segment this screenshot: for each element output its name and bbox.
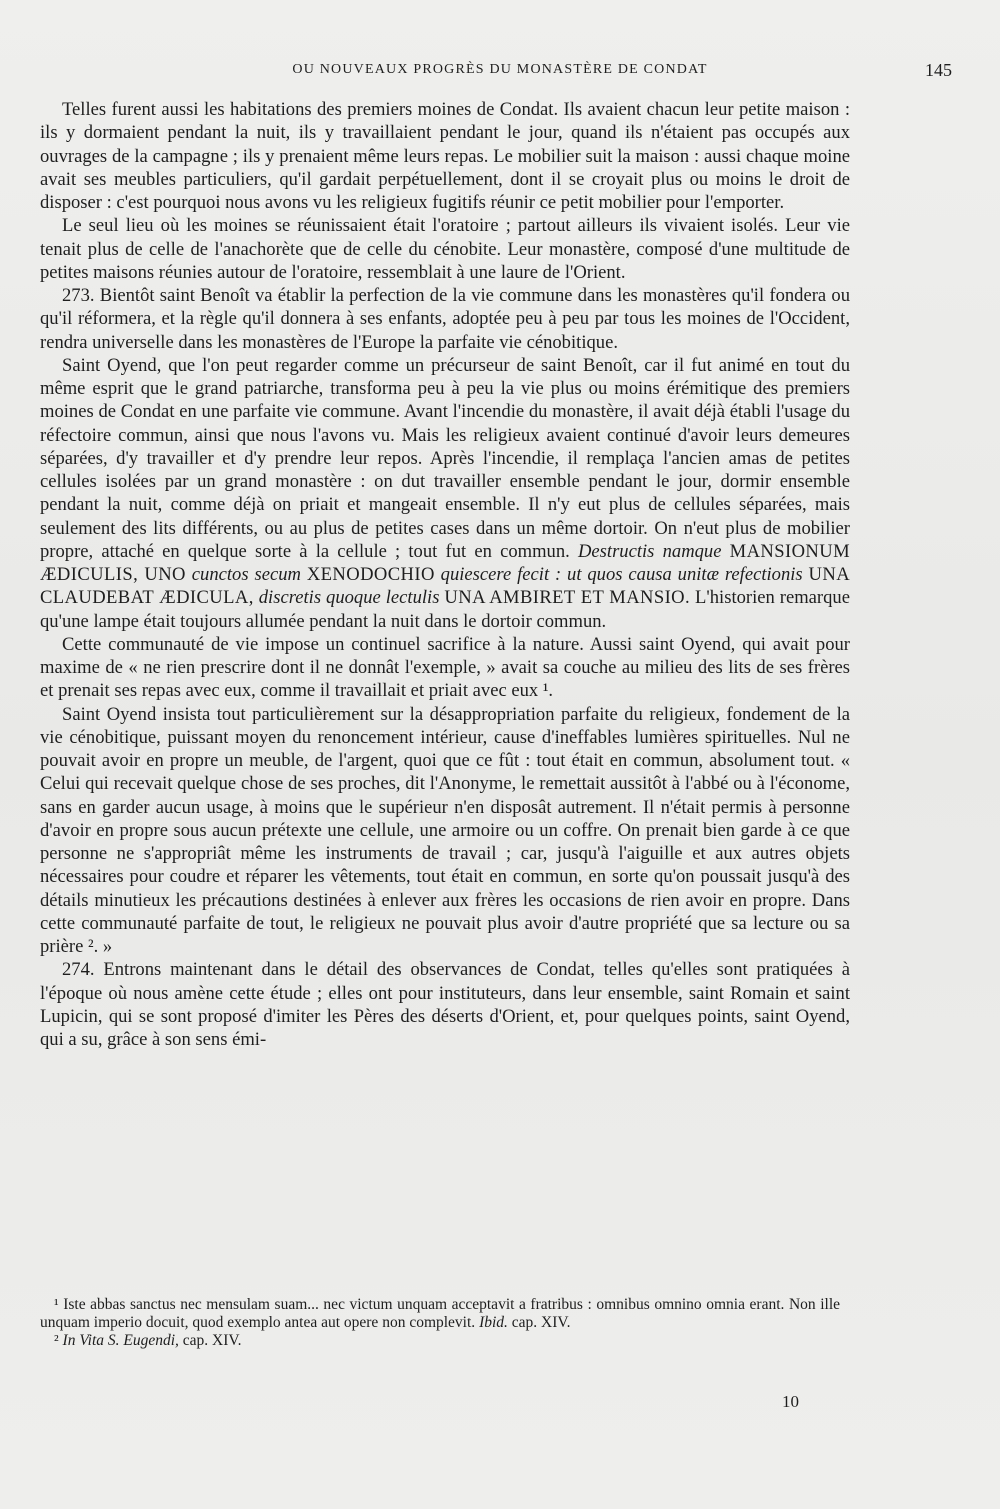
paragraph-273: 273. Bientôt saint Benoît va établir la perfection de la vie commune dans les monastères qu'il fondera ou qu'il réformera, et la règle qu'il donnera à ses enfants, adoptée peu à peu par tous les moines de l'Occident, rendra universelle dans les monastères de l'Europe la parfaite vie cénobitique. — [40, 285, 850, 353]
paragraph-4: Saint Oyend, que l'on peut regarder comme un précurseur de saint Benoît, car il fut animé en tout du même esprit que le grand patriarche, transforma peu à peu la vie plus ou moins érémitique des premiers moines de Condat en une parfaite vie commune. Avant l'incendie du monastère, il avait déjà établi l'usage du réfectoire commun, ainsi que nous l'avons vu. Mais les religieux avaient continué d'avoir leurs demeures séparées, d'y travailler et d'y prendre leur repos. Après l'incendie, il remplaça l'ancien amas de petites cellules isolées par un grand monastère : on dut travailler ensemble pendant le jour, dormir ensemble pendant la nuit, comme déjà on priait et mangeait ensemble. Il n'y eut plus de cellules séparées, mais seulement des lits différents, ou au plus de petites cases dans un même dortoir. On n'eut plus de mobilier propre, attaché en quelque sorte à la cellule ; tout fut en commun. Destructis namque MANSIONUM ÆDICULIS, UNO cunctos secum XENODOCHIO quiescere fecit : ut quos causa unitæ refectionis UNA CLAUDEBAT ÆDICULA, discretis quoque lectulis UNA AMBIRET ET MANSIO. L'historien remarque qu'une lampe était toujours allumée pendant la nuit dans le dortoir commun. — [40, 354, 851, 632]
paragraph-6: Saint Oyend insista tout particulièrement sur la désappropriation parfaite du religieux, fondement de la vie cénobitique, puissant moyen du renoncement intérieur, cause d'ineffables lumières spirituelles. Nul ne pouvait avoir en propre un meuble, de l'argent, quoi que ce fût : tout était en commun, absolument tout. « Celui qui recevait quelque chose de ses proches, dit l'Anonyme, le remettait aussitôt à l'abbé ou à l'économe, sans en garder aucun usage, à moins que le supérieur n'en disposât autrement. Il n'était permis à personne d'avoir en propre sous aucun prétexte une cellule, une armoire ou un coffre. On prenait bien garde à ce que personne ne s'appropriât même les instruments de travail ; car, jusqu'à l'aiguille et aux autres objets nécessaires pour coudre et réparer les vêtements, tout était en commun, en sorte qu'on poussait jusqu'à des détails minutieux les précautions destinées à enlever aux frères les occasions de rien avoir en propre. Dans cette communauté parfaite de tout, le religieux ne pouvait plus avoir d'autre propriété que sa lecture ou sa prière ². » — [40, 703, 850, 957]
section-number: 273. — [62, 285, 95, 306]
body-text — [40, 98, 850, 1051]
footnote-2: ² In Vita S. Eugendi, cap. XIV. — [54, 1332, 242, 1349]
running-title: OU NOUVEAUX PROGRÈS DU MONASTÈRE DE CONDAT — [292, 62, 708, 77]
page-number: 145 — [925, 60, 952, 80]
latin-quote-part: Destructis namque — [577, 540, 722, 562]
paragraph-1: Telles furent aussi les habitations des premiers moines de Condat. Ils avaient chacun leur petite maison : ils y dormaient pendant la nuit, ils y travaillaient pendant le jour, quand ils n'étaient pas occupés aux ouvrages de la campagne ; ils y prenaient même leurs repas. Le mobilier suit la maison : aussi chaque moine avait ses meubles particuliers, qu'il gardait perpétuellement, dont il se croyait plus ou moins le droit de disposer : c'est pourquoi nous avons vu les religieux fugitifs réunir ce petit mobilier pour l'emporter. — [40, 99, 850, 213]
paragraph-5: Cette communauté de vie impose un continuel sacrifice à la nature. Aussi saint Oyend, qui avait pour maxime de « ne rien prescrire dont il ne donnât l'exemple, » avait sa couche au milieu des lits de ses frères et prenait ses repas avec eux, comme il travaillait et priait avec eux ¹. — [40, 633, 850, 702]
section-number: 274. — [62, 959, 95, 981]
footnotes — [40, 1296, 840, 1350]
footnote-1: ¹ Iste abbas sanctus nec mensulam suam... nec victum unquam acceptavit a fratribus : omnibus omnino omnia erant. Non ille unquam imperio docuit, quod exemplo antea aut opere non complevit. Ibid. cap. XIV. — [40, 1296, 840, 1331]
signature-mark: 10 — [782, 1392, 799, 1411]
running-head — [40, 62, 960, 86]
paragraph-274: 274. Entrons maintenant dans le détail des observances de Condat, telles qu'elles sont pratiquées à l'époque où nous amène cette étude ; elles ont pour instituteurs, dans leur ensemble, saint Romain et saint Lupicin, qui se sont proposé d'imiter les Pères des déserts d'Orient, et, pour quelques points, saint Oyend, qui a su, grâce à son sens émi- — [40, 959, 850, 1050]
paragraph-2: Le seul lieu où les moines se réunissaient était l'oratoire ; partout ailleurs ils vivaient isolés. Leur vie tenait plus de celle de l'anachorète que de celle du cénobite. Leur monastère, composé d'une multitude de petites maisons réunies autour de l'oratoire, ressemblait à une laure de l'Orient. — [40, 215, 850, 283]
